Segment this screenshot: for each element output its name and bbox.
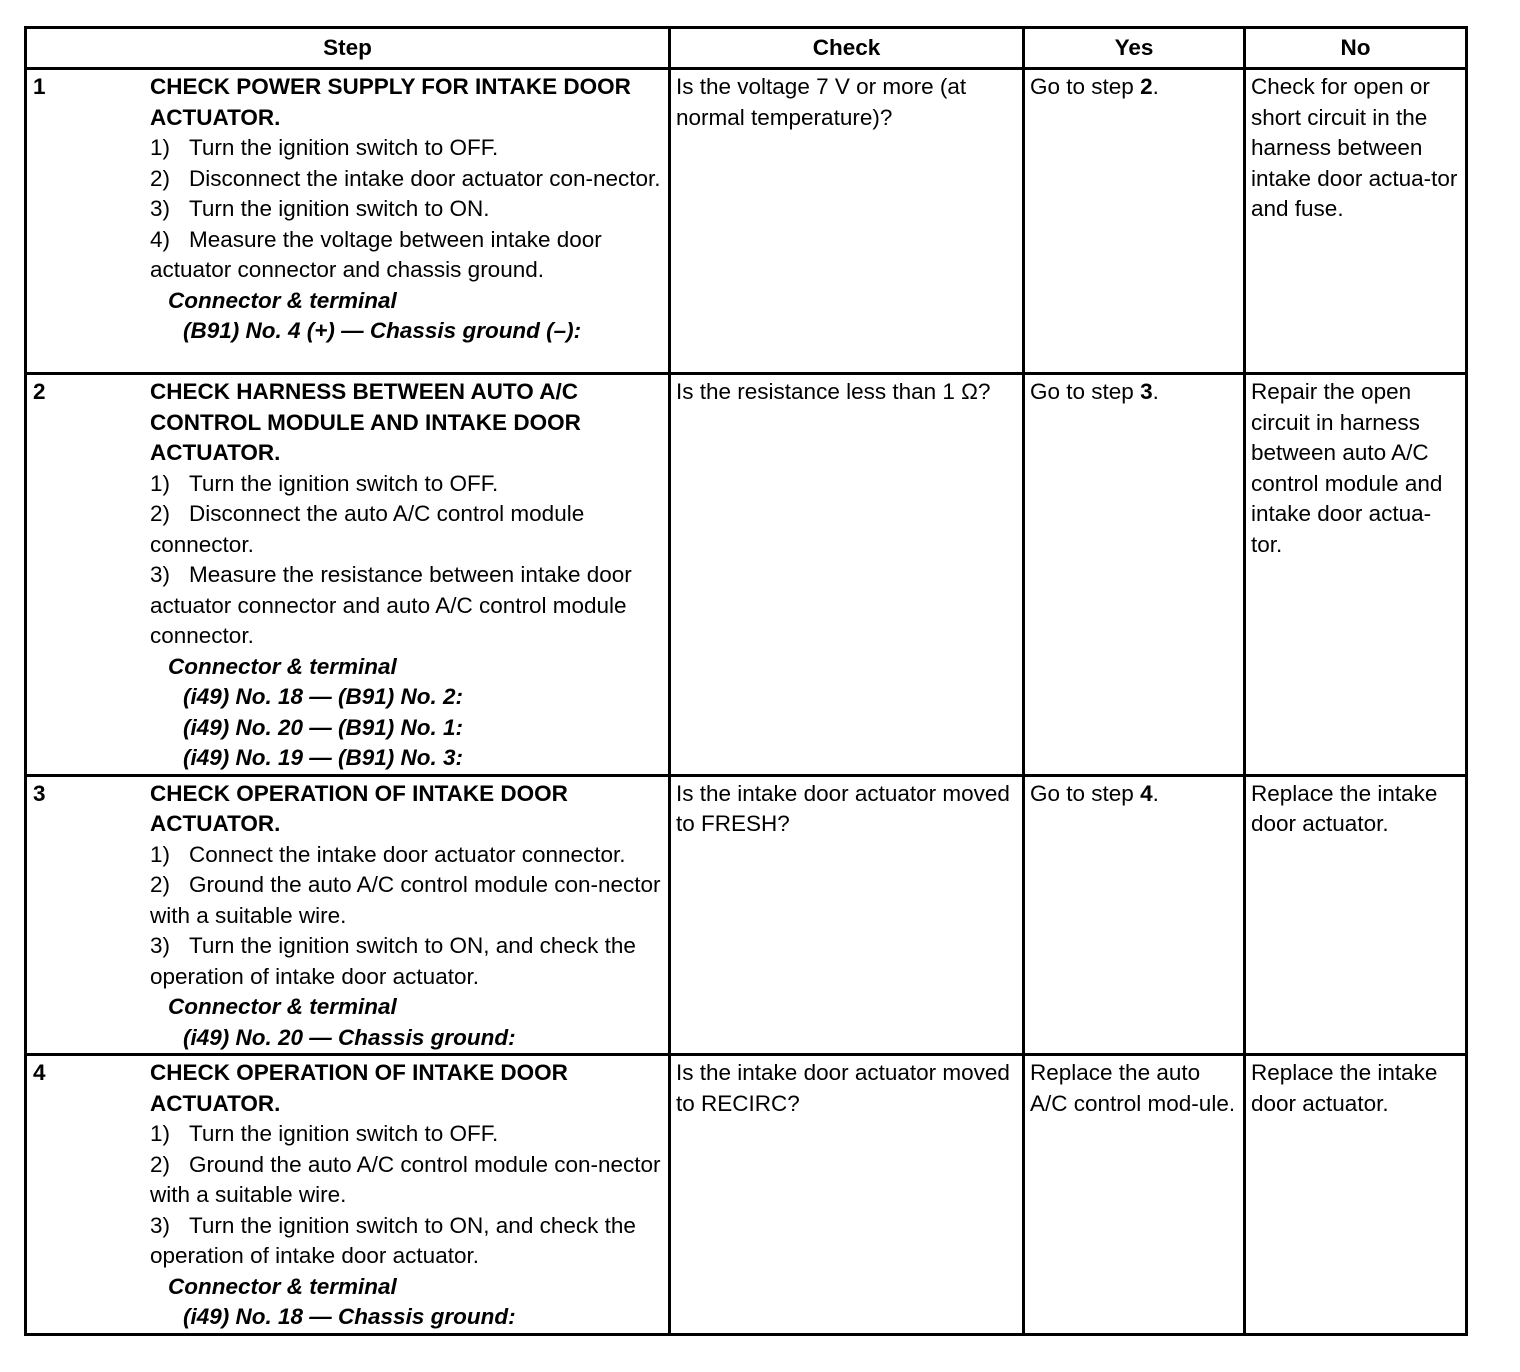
yes-cell: [1024, 775, 1245, 1055]
substep-index: 2): [150, 1151, 171, 1177]
no-cell: Replace the intake door actuator.: [1245, 1055, 1467, 1335]
step-title: CHECK HARNESS BETWEEN AUTO A/C CONTROL MODULE AND INTAKE DOOR ACTUATOR.: [150, 379, 581, 465]
step-body: [150, 1058, 666, 1333]
step-title: CHECK OPERATION OF INTAKE DOOR ACTUATOR.: [150, 1060, 568, 1116]
substep-index: 3): [150, 562, 171, 587]
check-cell: Is the resistance less than 1 Ω?: [670, 374, 1024, 776]
connector-terminal-label: Connector & terminal: [168, 1273, 397, 1299]
substep-text: Turn the ignition switch to OFF.: [189, 1121, 499, 1146]
terminal-spec: (i49) No. 19 — (B91) No. 3:: [183, 745, 464, 770]
step-number: 4: [33, 1060, 46, 1085]
substep-index: 1): [150, 470, 171, 496]
substep-index: 3): [150, 1212, 171, 1238]
connector-terminal-label: Connector & terminal: [168, 653, 397, 679]
substep: [150, 1119, 666, 1150]
substep: [150, 1211, 666, 1272]
header-yes: Yes: [1024, 28, 1245, 69]
substep-index: 2): [150, 501, 171, 526]
yes-step-number: 2: [1140, 74, 1153, 99]
substep-text: Measure the resistance between intake door actuator connector and auto A/C control module connector.: [150, 562, 632, 648]
substep-text: Turn the ignition switch to ON, and check the operation of intake door actuator.: [150, 933, 636, 989]
yes-step-number: 4: [1140, 780, 1153, 806]
substep: [150, 840, 666, 871]
substep-text: Turn the ignition switch to ON.: [189, 196, 490, 221]
check-cell: Is the intake door actuator moved to FRESH?: [670, 775, 1024, 1055]
terminal-spec: (B91) No. 4 (+) — Chassis ground (–):: [183, 318, 582, 343]
substep-index: 1): [150, 1121, 171, 1146]
substep-index: 2): [150, 872, 171, 897]
substep-text: Ground the auto A/C control module con-nector with a suitable wire.: [150, 872, 661, 928]
substep-text: Disconnect the auto A/C control module connector.: [150, 501, 585, 557]
check-cell: Is the intake door actuator moved to RECIRC?: [670, 1055, 1024, 1335]
substep-index: 1): [150, 135, 171, 160]
substep: [150, 870, 666, 931]
table-row: [26, 69, 1467, 374]
step-cell: [26, 1055, 670, 1335]
substep: [150, 469, 666, 500]
yes-cell: [1024, 69, 1245, 374]
substep: [150, 225, 666, 286]
step-number: 1: [33, 74, 46, 99]
no-cell: Repair the open circuit in harness between auto A/C control module and intake door actua-tor.: [1245, 374, 1467, 776]
substep: [150, 194, 666, 225]
substep-index: 3): [150, 933, 171, 958]
header-no: No: [1245, 28, 1467, 69]
header-step: Step: [26, 28, 670, 69]
terminal-spec: (i49) No. 20 — Chassis ground:: [183, 1024, 516, 1050]
table-row: [26, 374, 1467, 776]
yes-text: Go to step: [1030, 379, 1141, 404]
yes-step-number: 3: [1140, 379, 1153, 404]
step-title: CHECK POWER SUPPLY FOR INTAKE DOOR ACTUATOR.: [150, 74, 631, 130]
substep-index: 3): [150, 196, 171, 221]
terminal-spec: (i49) No. 18 — Chassis ground:: [183, 1304, 516, 1329]
diagnostic-table: [24, 26, 1468, 1336]
table-row: [26, 1055, 1467, 1335]
substep-index: 1): [150, 841, 171, 867]
substep-text: Ground the auto A/C control module con-nector with a suitable wire.: [150, 1151, 661, 1207]
step-cell: [26, 69, 670, 374]
step-body: [150, 779, 666, 1054]
substep-text: Connect the intake door actuator connector.: [189, 841, 626, 867]
step-body: [150, 72, 666, 347]
yes-suffix: .: [1152, 74, 1159, 99]
step-number: 3: [33, 780, 46, 806]
yes-cell: [1024, 374, 1245, 776]
yes-text: Go to step: [1030, 780, 1141, 806]
yes-suffix: .: [1152, 780, 1159, 806]
substep: [150, 1150, 666, 1211]
substep-text: Disconnect the intake door actuator con-nector.: [189, 165, 661, 191]
terminal-spec: (i49) No. 20 — (B91) No. 1:: [183, 714, 464, 740]
table-row: [26, 775, 1467, 1055]
table-body: [26, 69, 1467, 1335]
substep: [150, 499, 666, 560]
check-cell: Is the voltage 7 V or more (at normal temperature)?: [670, 69, 1024, 374]
substep-text: Turn the ignition switch to OFF.: [189, 135, 499, 160]
step-title: CHECK OPERATION OF INTAKE DOOR ACTUATOR.: [150, 780, 568, 836]
step-cell: [26, 775, 670, 1055]
table-header-row: [26, 28, 1467, 69]
step-number: 2: [33, 379, 46, 404]
substep: [150, 931, 666, 992]
yes-text: Replace the auto A/C control mod-ule.: [1030, 1060, 1236, 1116]
no-cell: Check for open or short circuit in the harness between intake door actua-tor and fuse.: [1245, 69, 1467, 374]
substep: [150, 560, 666, 652]
substep: [150, 164, 666, 195]
substep: [150, 133, 666, 164]
yes-suffix: .: [1152, 379, 1159, 404]
substep-text: Measure the voltage between intake door actuator connector and chassis ground.: [150, 226, 602, 282]
connector-terminal-label: Connector & terminal: [168, 994, 397, 1019]
connector-terminal-label: Connector & terminal: [168, 287, 397, 313]
step-cell: [26, 374, 670, 776]
substep-text: Turn the ignition switch to ON, and check the operation of intake door actuator.: [150, 1212, 636, 1268]
step-body: [150, 377, 666, 774]
substep-text: Turn the ignition switch to OFF.: [189, 470, 499, 496]
no-cell: Replace the intake door actuator.: [1245, 775, 1467, 1055]
yes-text: Go to step: [1030, 74, 1141, 99]
substep-index: 2): [150, 165, 171, 191]
substep-index: 4): [150, 226, 171, 252]
header-check: Check: [670, 28, 1024, 69]
yes-cell: [1024, 1055, 1245, 1335]
terminal-spec: (i49) No. 18 — (B91) No. 2:: [183, 684, 464, 709]
